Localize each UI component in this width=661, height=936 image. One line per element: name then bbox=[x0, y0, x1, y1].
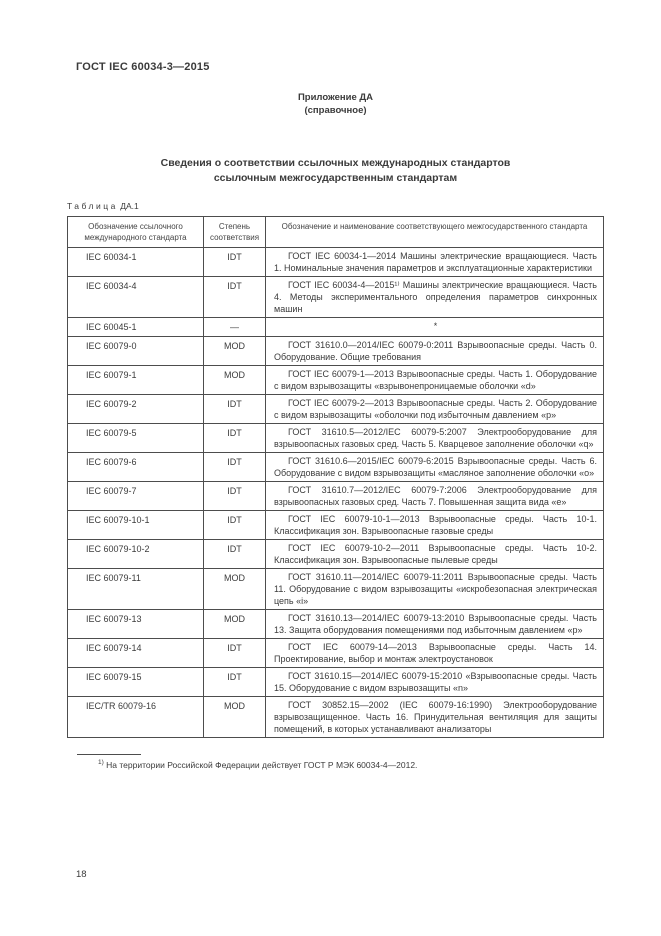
footnote bbox=[67, 754, 604, 771]
table-row bbox=[68, 453, 604, 482]
intl-standard-cell: IEC 60079-5 bbox=[68, 424, 204, 453]
degree-cell: IDT bbox=[204, 511, 266, 540]
column-header-international-standard: Обозначение ссылочного международного стандарта bbox=[68, 217, 204, 248]
footnote-text: На территории Российской Федерации действует ГОСТ Р МЭК 60034-4—2012. bbox=[106, 760, 418, 770]
interstate-standard-cell: ГОСТ IEC 60034-4—2015¹⁾ Машины электрические вращающиеся. Часть 4. Методы экспериментального определения параметров синхронных машин bbox=[266, 277, 604, 318]
table-row bbox=[68, 540, 604, 569]
degree-cell: MOD bbox=[204, 337, 266, 366]
column-header-degree: Степень соответствия bbox=[204, 217, 266, 248]
table-header-row bbox=[68, 217, 604, 248]
page-title bbox=[67, 156, 604, 186]
interstate-standard-cell: ГОСТ 31610.7—2012/IEC 60079-7:2006 Электрооборудование для взрывоопасных газовых сред. Часть 7. Повышенная защита вида «e» bbox=[266, 482, 604, 511]
intl-standard-cell: IEC 60079-10-1 bbox=[68, 511, 204, 540]
intl-standard-cell: IEC 60079-1 bbox=[68, 366, 204, 395]
interstate-standard-cell: ГОСТ 31610.6—2015/IEC 60079-6:2015 Взрывоопасные среды. Часть 6. Оборудование с видом взрывозащиты «масляное заполнение оболочки «o» bbox=[266, 453, 604, 482]
interstate-standard-cell: ГОСТ 31610.5—2012/IEC 60079-5:2007 Электрооборудование для взрывоопасных газовых сред. Часть 5. Кварцевое заполнение оболочки «q» bbox=[266, 424, 604, 453]
table-row bbox=[68, 395, 604, 424]
interstate-standard-cell: * bbox=[266, 318, 604, 337]
intl-standard-cell: IEC 60079-0 bbox=[68, 337, 204, 366]
interstate-standard-cell: ГОСТ 31610.0—2014/IEC 60079-0:2011 Взрывоопасные среды. Часть 0. Оборудование. Общие требования bbox=[266, 337, 604, 366]
standards-table-body bbox=[68, 248, 604, 738]
intl-standard-cell: IEC 60079-6 bbox=[68, 453, 204, 482]
degree-cell: IDT bbox=[204, 639, 266, 668]
degree-cell: MOD bbox=[204, 697, 266, 738]
table-row bbox=[68, 366, 604, 395]
degree-cell: IDT bbox=[204, 248, 266, 277]
page-title-line-1: Сведения о соответствии ссылочных международных стандартов bbox=[160, 157, 511, 169]
interstate-standard-cell: ГОСТ 31610.13—2014/IEC 60079-13:2010 Взрывоопасные среды. Часть 13. Защита оборудования помещениями под избыточным давлением «p» bbox=[266, 610, 604, 639]
table-header bbox=[68, 217, 604, 248]
interstate-standard-cell: ГОСТ IEC 60079-14—2013 Взрывоопасные среды. Часть 14. Проектирование, выбор и монтаж электроустановок bbox=[266, 639, 604, 668]
page-title-line-2: ссылочным межгосударственным стандартам bbox=[213, 172, 458, 184]
table-caption bbox=[67, 201, 604, 211]
table-row bbox=[68, 248, 604, 277]
table-row bbox=[68, 639, 604, 668]
interstate-standard-cell: ГОСТ 31610.15—2014/IEC 60079-15:2010 «Взрывоопасные среды. Часть 15. Оборудование с видом взрывозащиты «n» bbox=[266, 668, 604, 697]
intl-standard-cell: IEC 60079-14 bbox=[68, 639, 204, 668]
table-row bbox=[68, 610, 604, 639]
table-row bbox=[68, 668, 604, 697]
intl-standard-cell: IEC 60079-10-2 bbox=[68, 540, 204, 569]
intl-standard-cell: IEC 60079-7 bbox=[68, 482, 204, 511]
degree-cell: MOD bbox=[204, 366, 266, 395]
degree-cell: IDT bbox=[204, 668, 266, 697]
annex-subtitle: (справочное) bbox=[304, 105, 367, 116]
annex-heading bbox=[67, 91, 604, 117]
intl-standard-cell: IEC/TR 60079-16 bbox=[68, 697, 204, 738]
page-content bbox=[67, 0, 604, 771]
footnote-marker: 1) bbox=[98, 759, 104, 767]
degree-cell: IDT bbox=[204, 277, 266, 318]
interstate-standard-cell: ГОСТ IEC 60079-10-2—2011 Взрывоопасные среды. Часть 10-2. Классификация зон. Взрывоопасные пылевые среды bbox=[266, 540, 604, 569]
interstate-standard-cell: ГОСТ IEC 60034-1—2014 Машины электрические вращающиеся. Часть 1. Номинальные значения параметров и эксплуатационные характеристики bbox=[266, 248, 604, 277]
degree-cell: — bbox=[204, 318, 266, 337]
interstate-standard-cell: ГОСТ IEC 60079-2—2013 Взрывоопасные среды. Часть 2. Оборудование с видом взрывозащиты «оболочки под избыточным давлением «p» bbox=[266, 395, 604, 424]
table-row bbox=[68, 697, 604, 738]
table-row bbox=[68, 277, 604, 318]
document-code: ГОСТ IEC 60034-3—2015 bbox=[76, 61, 210, 73]
table-row bbox=[68, 482, 604, 511]
annex-title: Приложение ДА bbox=[297, 92, 374, 103]
degree-cell: IDT bbox=[204, 424, 266, 453]
intl-standard-cell: IEC 60079-11 bbox=[68, 569, 204, 610]
table-caption-word: Таблица bbox=[67, 201, 118, 211]
table-row bbox=[68, 424, 604, 453]
degree-cell: IDT bbox=[204, 453, 266, 482]
degree-cell: MOD bbox=[204, 569, 266, 610]
standards-correspondence-table bbox=[67, 216, 604, 738]
intl-standard-cell: IEC 60034-4 bbox=[68, 277, 204, 318]
table-caption-number: ДА.1 bbox=[120, 201, 139, 211]
interstate-standard-cell: ГОСТ 30852.15—2002 (IEC 60079-16:1990) Электрооборудование взрывозащищенное. Часть 16. Принудительная вентиляция для защиты помещений, в которых устанавливают анализаторы bbox=[266, 697, 604, 738]
table-row bbox=[68, 569, 604, 610]
intl-standard-cell: IEC 60045-1 bbox=[68, 318, 204, 337]
column-header-interstate-standard: Обозначение и наименование соответствующего межгосударственного стандарта bbox=[266, 217, 604, 248]
intl-standard-cell: IEC 60034-1 bbox=[68, 248, 204, 277]
degree-cell: IDT bbox=[204, 482, 266, 511]
interstate-standard-cell: ГОСТ 31610.11—2014/IEC 60079-11:2011 Взрывоопасные среды. Часть 11. Оборудование с видом взрывозащиты «искробезопасная электрическая цепь «i» bbox=[266, 569, 604, 610]
intl-standard-cell: IEC 60079-15 bbox=[68, 668, 204, 697]
table-row bbox=[68, 337, 604, 366]
table-row bbox=[68, 511, 604, 540]
degree-cell: IDT bbox=[204, 395, 266, 424]
intl-standard-cell: IEC 60079-2 bbox=[68, 395, 204, 424]
intl-standard-cell: IEC 60079-13 bbox=[68, 610, 204, 639]
interstate-standard-cell: ГОСТ IEC 60079-1—2013 Взрывоопасные среды. Часть 1. Оборудование с видом взрывозащиты «взрывонепроницаемые оболочки «d» bbox=[266, 366, 604, 395]
page-number: 18 bbox=[76, 869, 87, 880]
degree-cell: IDT bbox=[204, 540, 266, 569]
interstate-standard-cell: ГОСТ IEC 60079-10-1—2013 Взрывоопасные среды. Часть 10-1. Классификация зон. Взрывоопасные газовые среды bbox=[266, 511, 604, 540]
table-row bbox=[68, 318, 604, 337]
degree-cell: MOD bbox=[204, 610, 266, 639]
footnote-separator-rule bbox=[77, 754, 141, 755]
footnote-text-line bbox=[67, 759, 604, 771]
